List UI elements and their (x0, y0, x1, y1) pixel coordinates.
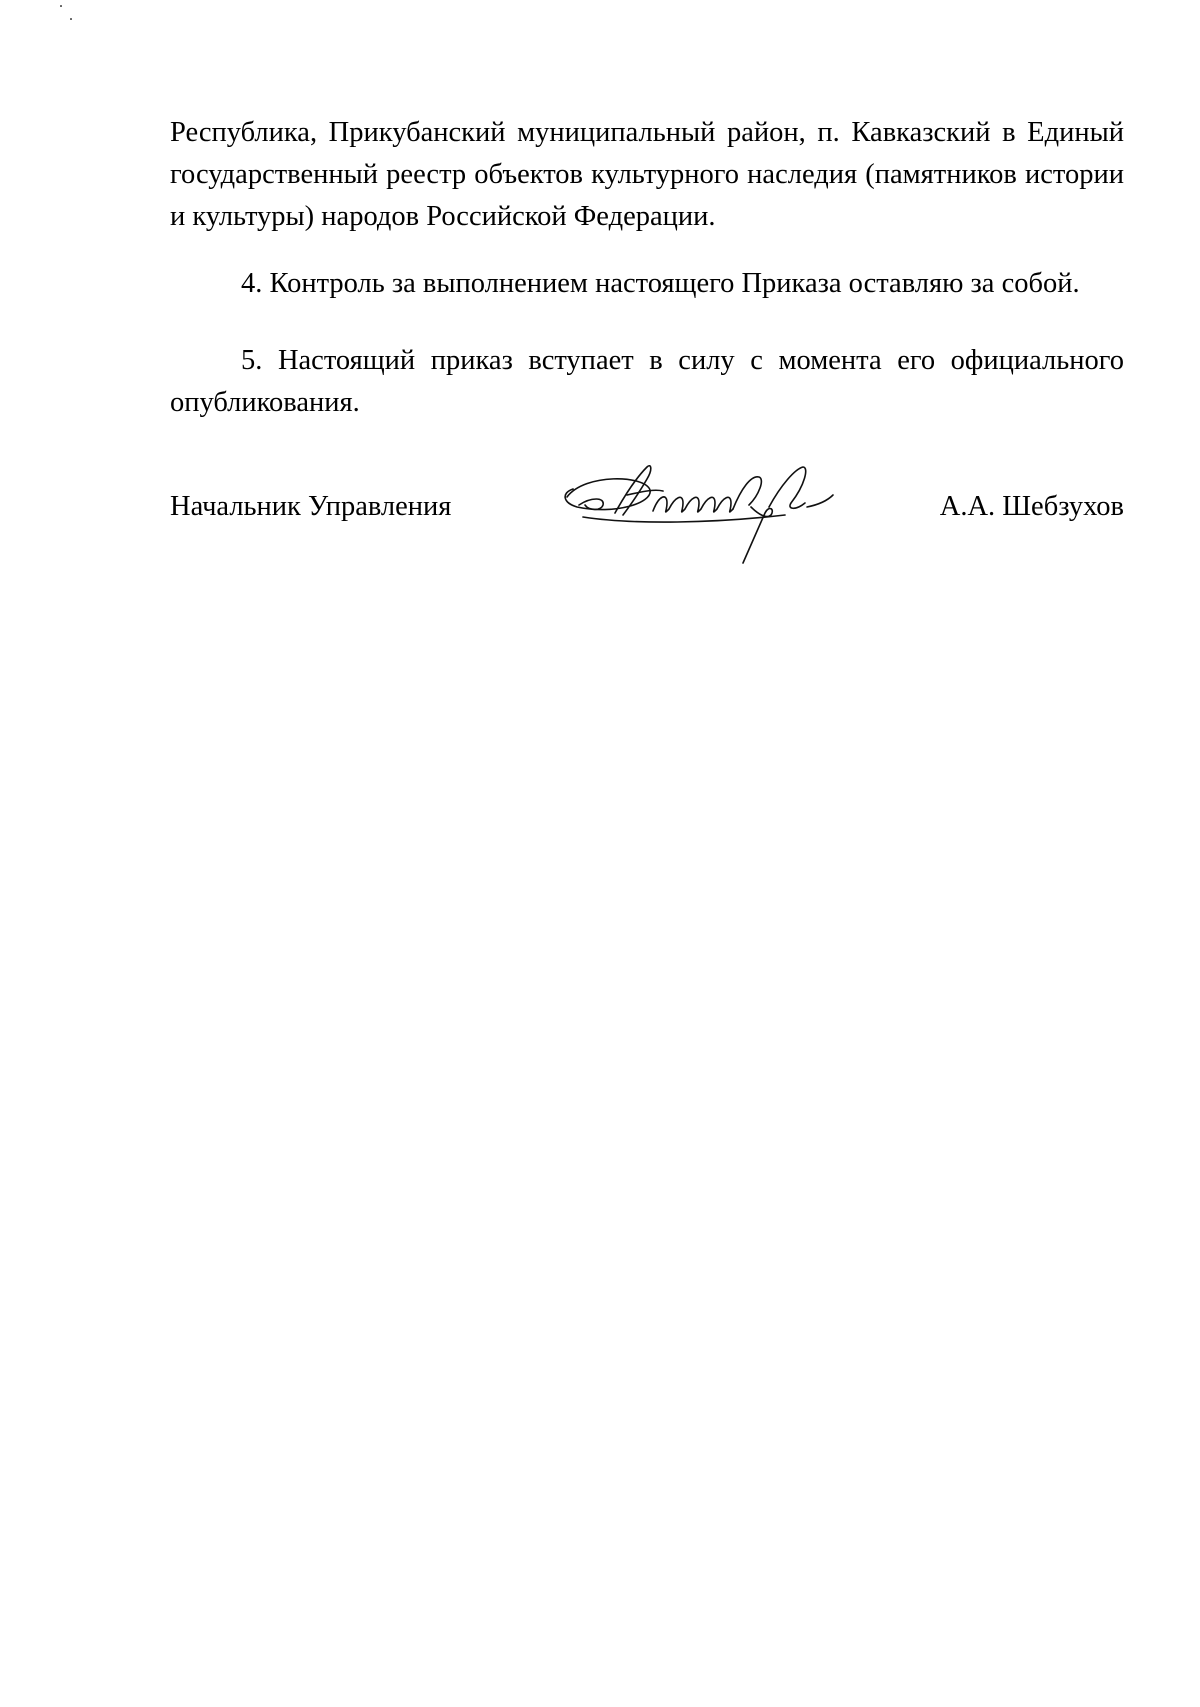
signatory-position-title: Начальник Управления (170, 491, 452, 522)
paragraph-continuation: Республика, Прикубанский муниципальный район, п. Кавказский в Единый государственный реестр объектов культурного наследия (памятников истории и культуры) народов Российской Федерации. (170, 117, 1124, 232)
handwritten-signature (555, 455, 860, 570)
paragraph-item-5: 5. Настоящий приказ вступает в силу с момента его официального опубликования. (170, 345, 1124, 418)
paragraph-item-4: 4. Контроль за выполнением настоящего Приказа оставляю за собой. (241, 268, 1080, 299)
scan-speck (60, 5, 62, 7)
scan-speck (70, 18, 72, 20)
signatory-name: А.А. Шебзухов (939, 491, 1124, 522)
